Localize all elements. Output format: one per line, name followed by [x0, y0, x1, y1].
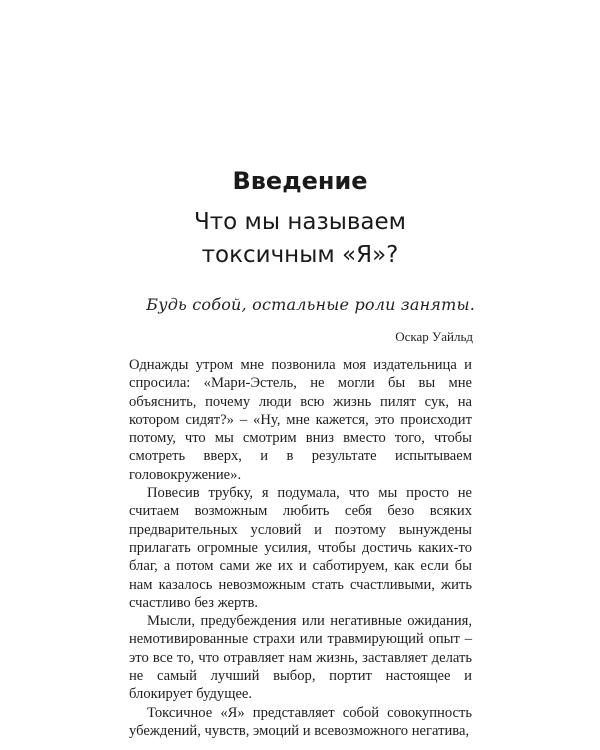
chapter-title: [0, 206, 600, 272]
chapter-title-line-1: Что мы называем: [193, 209, 407, 235]
epigraph-author: Оскар Уайльд: [395, 329, 473, 344]
paragraph: Мысли, предубеждения или негативные ожидания, немотивированные страхи или травмирующий опыт – это все то, что отравляет нам жизнь, заставляет делать не самый лучший выбор, портит настоящее и блокирует будущее.: [129, 613, 472, 703]
paragraph: Однажды утром мне позвонила моя издательница и спросила: «Мари-Эстель, не могли бы вы мне объяснить, почему люди всю жизнь пилят сук, на котором сидят?» – «Ну, мне кажется, это происходит потому, что мы смотрим вниз вместо того, чтобы смотреть вверх, и в результате испытываем головокружение».: [129, 357, 472, 483]
paragraph: Повесив трубку, я подумала, что мы просто не считаем возможным любить себя безо всяких предварительных условий и поэтому вынуждены прилагать огромные усилия, чтобы достичь каких-то благ, а потом сами же их и саботируем, как если бы нам казалось невозможным стать счастливыми, жить счастливо без жертв.: [129, 485, 472, 611]
body-text: [129, 356, 472, 740]
chapter-title-line-2: токсичным «Я»?: [201, 242, 399, 268]
paragraph: Токсичное «Я» представляет собой совокупность убеждений, чувств, эмоций и всевозможного негатива,: [129, 704, 472, 739]
epigraph-quote: Будь собой, остальные роли заняты.: [146, 295, 475, 314]
chapter-label: Введение: [232, 167, 368, 195]
